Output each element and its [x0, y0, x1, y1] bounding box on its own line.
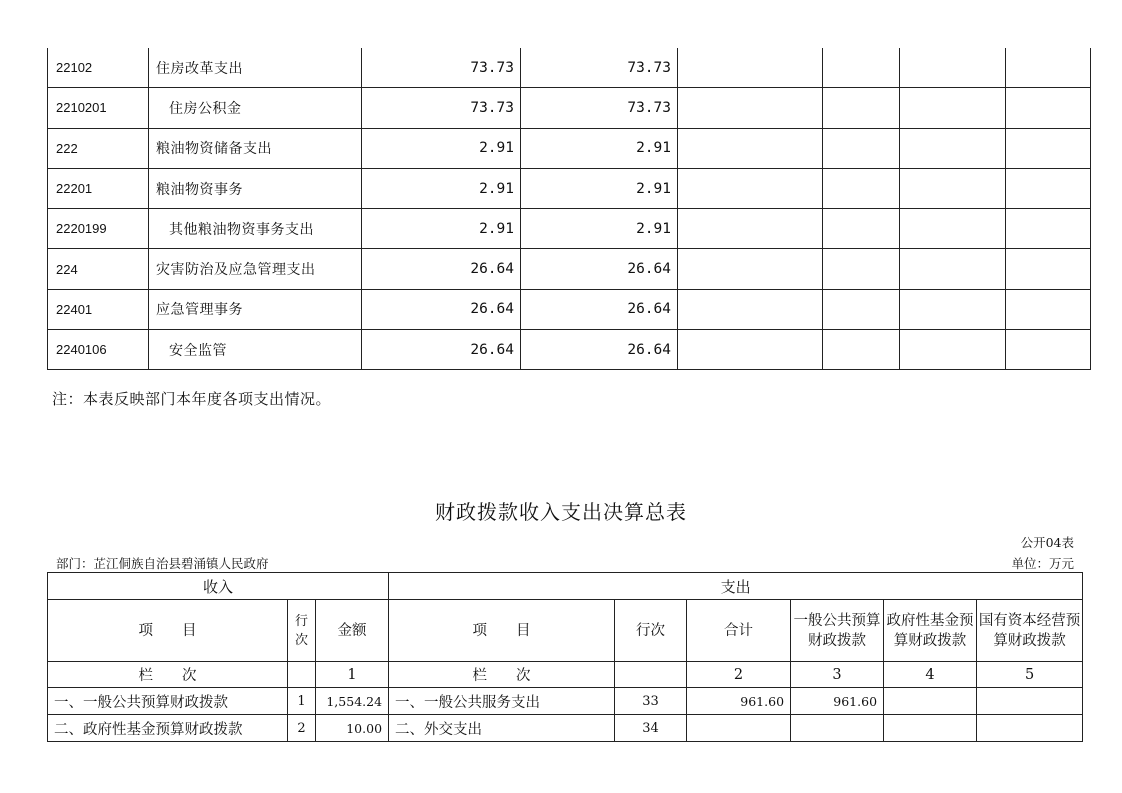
- income-amount-header: 金额: [316, 600, 389, 662]
- table-row: [48, 88, 1091, 128]
- expenditure-detail-table: [47, 48, 1091, 370]
- income-row-no-header: [288, 600, 316, 662]
- expense-row-no: 33: [615, 688, 687, 715]
- empty-cell: [823, 88, 900, 128]
- subject-code: 22102: [48, 48, 149, 88]
- colno-empty-income: [288, 662, 316, 688]
- empty-cell: [1006, 128, 1091, 168]
- amount-total: 26.64: [362, 249, 521, 289]
- empty-cell: [678, 128, 823, 168]
- unit-label: 单位：万元: [1011, 556, 1074, 571]
- subject-name: 灾害防治及应急管理支出: [149, 249, 362, 289]
- empty-cell: [900, 330, 1006, 370]
- colno-general: 3: [791, 662, 884, 688]
- income-header: 收入: [48, 573, 389, 600]
- expense-header: 支出: [389, 573, 1083, 600]
- colno-label-income: 栏 次: [48, 662, 288, 688]
- amount-basic: 26.64: [521, 249, 678, 289]
- empty-cell: [900, 209, 1006, 249]
- expense-item-header: 项 目: [389, 600, 615, 662]
- empty-cell: [900, 88, 1006, 128]
- table-row: [48, 209, 1091, 249]
- general-budget-header: 一般公共预算财政拨款: [791, 600, 884, 662]
- table-row: [48, 289, 1091, 329]
- empty-cell: [823, 168, 900, 208]
- department-label: 部门：芷江侗族自治县碧涌镇人民政府: [56, 556, 269, 571]
- table-row: [48, 715, 1083, 742]
- income-amount: 10.00: [316, 715, 389, 742]
- amount-total: 26.64: [362, 289, 521, 329]
- empty-cell: [900, 168, 1006, 208]
- income-item: 二、政府性基金预算财政拨款: [48, 715, 288, 742]
- table-row: [48, 168, 1091, 208]
- subject-code: 2240106: [48, 330, 149, 370]
- empty-cell: [900, 289, 1006, 329]
- amount-basic: 2.91: [521, 128, 678, 168]
- amount-basic: 26.64: [521, 330, 678, 370]
- colno-income-amount: 1: [316, 662, 389, 688]
- empty-cell: [823, 48, 900, 88]
- table-row: [48, 688, 1083, 715]
- table-row: [48, 249, 1091, 289]
- amount-total: 26.64: [362, 330, 521, 370]
- income-row-no: 1: [288, 688, 316, 715]
- amount-basic: 26.64: [521, 289, 678, 329]
- empty-cell: [678, 209, 823, 249]
- amount-basic: 73.73: [521, 48, 678, 88]
- amount-total: 73.73: [362, 48, 521, 88]
- subject-name: 粮油物资事务: [149, 168, 362, 208]
- empty-cell: [1006, 289, 1091, 329]
- expense-gov-fund: [884, 715, 977, 742]
- total-header: 合计: [687, 600, 791, 662]
- subject-code: 224: [48, 249, 149, 289]
- colno-label-expense: 栏 次: [389, 662, 615, 688]
- empty-cell: [678, 48, 823, 88]
- income-item: 一、一般公共预算财政拨款: [48, 688, 288, 715]
- amount-basic: 73.73: [521, 88, 678, 128]
- expense-row-no-header: 行次: [615, 600, 687, 662]
- expense-item: 二、外交支出: [389, 715, 615, 742]
- income-amount: 1,554.24: [316, 688, 389, 715]
- page-title: 财政拨款收入支出决算总表: [435, 500, 687, 524]
- colno-gov-fund: 4: [884, 662, 977, 688]
- state-capital-header: 国有资本经营预算财政拨款: [977, 600, 1083, 662]
- expense-item: 一、一般公共服务支出: [389, 688, 615, 715]
- subject-name: 应急管理事务: [149, 289, 362, 329]
- empty-cell: [1006, 209, 1091, 249]
- empty-cell: [823, 209, 900, 249]
- empty-cell: [678, 88, 823, 128]
- empty-cell: [678, 289, 823, 329]
- income-item-header: 项 目: [48, 600, 288, 662]
- amount-total: 2.91: [362, 168, 521, 208]
- expense-total: 961.60: [687, 688, 791, 715]
- income-row-no: 2: [288, 715, 316, 742]
- expense-gov-fund: [884, 688, 977, 715]
- empty-cell: [823, 128, 900, 168]
- form-number: 公开04表: [1020, 535, 1074, 550]
- colno-state-capital: 5: [977, 662, 1083, 688]
- subject-name: 粮油物资储备支出: [149, 128, 362, 168]
- table-row: [48, 330, 1091, 370]
- subject-name: 安全监管: [149, 330, 362, 370]
- table-row: [48, 48, 1091, 88]
- table-note: 注：本表反映部门本年度各项支出情况。: [52, 390, 332, 408]
- subject-code: 22401: [48, 289, 149, 329]
- expense-state-capital: [977, 688, 1083, 715]
- empty-cell: [900, 128, 1006, 168]
- empty-cell: [1006, 168, 1091, 208]
- expense-total: [687, 715, 791, 742]
- amount-total: 2.91: [362, 128, 521, 168]
- subject-code: 2220199: [48, 209, 149, 249]
- empty-cell: [1006, 88, 1091, 128]
- empty-cell: [900, 48, 1006, 88]
- colno-empty-expense: [615, 662, 687, 688]
- empty-cell: [678, 330, 823, 370]
- subject-name: 住房公积金: [149, 88, 362, 128]
- table-row: [48, 128, 1091, 168]
- gov-fund-header: 政府性基金预算财政拨款: [884, 600, 977, 662]
- empty-cell: [1006, 48, 1091, 88]
- empty-cell: [823, 289, 900, 329]
- empty-cell: [678, 249, 823, 289]
- empty-cell: [823, 249, 900, 289]
- amount-basic: 2.91: [521, 209, 678, 249]
- colno-total: 2: [687, 662, 791, 688]
- subject-code: 22201: [48, 168, 149, 208]
- amount-basic: 2.91: [521, 168, 678, 208]
- expense-row-no: 34: [615, 715, 687, 742]
- empty-cell: [678, 168, 823, 208]
- expense-general: 961.60: [791, 688, 884, 715]
- expense-state-capital: [977, 715, 1083, 742]
- empty-cell: [823, 330, 900, 370]
- empty-cell: [900, 249, 1006, 289]
- empty-cell: [1006, 330, 1091, 370]
- subject-code: 2210201: [48, 88, 149, 128]
- amount-total: 73.73: [362, 88, 521, 128]
- fiscal-summary-table: [47, 572, 1083, 742]
- empty-cell: [1006, 249, 1091, 289]
- subject-name: 住房改革支出: [149, 48, 362, 88]
- amount-total: 2.91: [362, 209, 521, 249]
- expense-general: [791, 715, 884, 742]
- subject-code: 222: [48, 128, 149, 168]
- income-row-no-text: 行次: [294, 613, 308, 648]
- subject-name: 其他粮油物资事务支出: [149, 209, 362, 249]
